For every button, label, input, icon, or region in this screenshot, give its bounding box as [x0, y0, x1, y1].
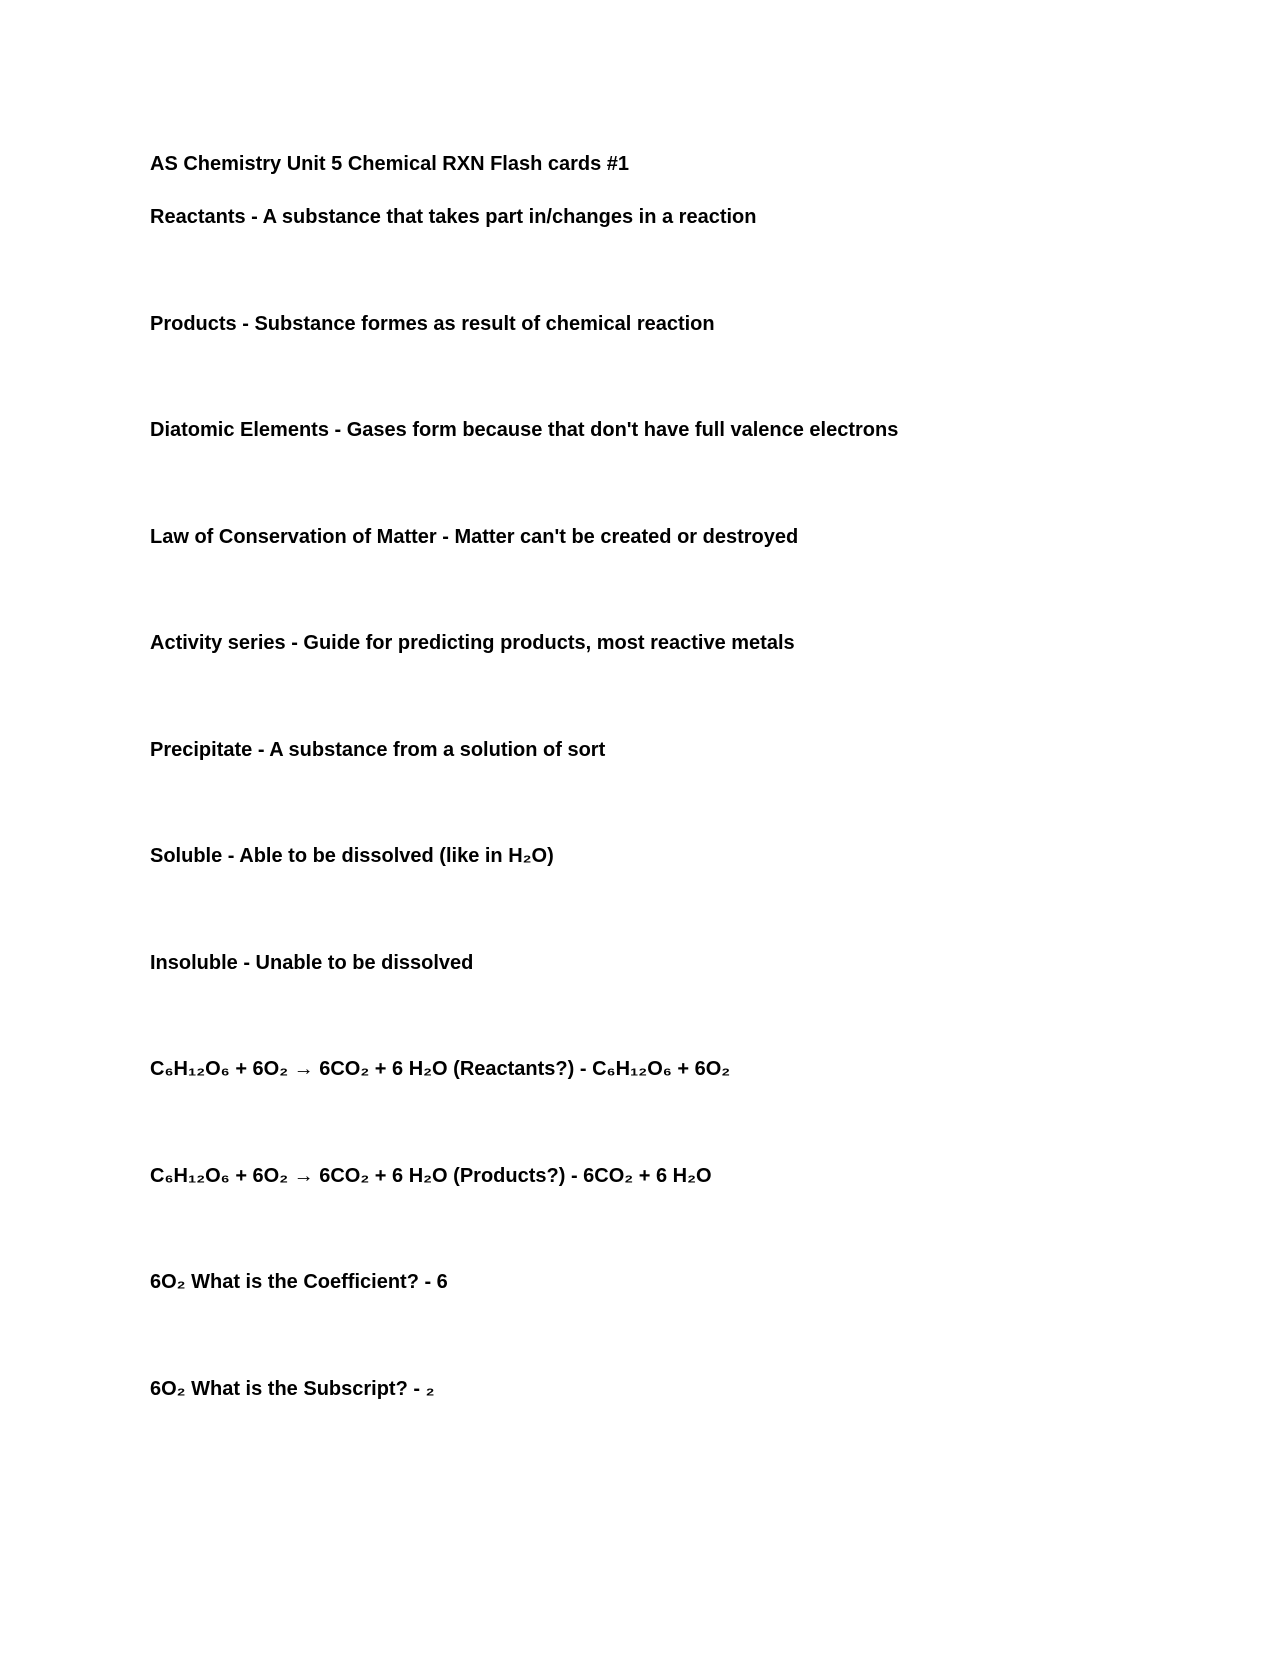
- flashcard-item: Reactants - A substance that takes part in/changes in a reaction: [150, 206, 757, 228]
- flashcard-item: 6O₂ What is the Subscript? - ₂: [150, 1377, 435, 1400]
- flashcard-item: C₆H₁₂O₆ + 6O₂ → 6CO₂ + 6 H₂O (Products?) - 6CO₂ + 6 H₂O: [150, 1164, 712, 1187]
- flashcard-item: Insoluble - Unable to be dissolved: [150, 951, 474, 974]
- flashcard-item: Diatomic Elements - Gases form because that don't have full valence electrons: [150, 419, 899, 441]
- flashcard-item: C₆H₁₂O₆ + 6O₂ → 6CO₂ + 6 H₂O (Reactants?) - C₆H₁₂O₆ + 6O₂: [150, 1058, 731, 1080]
- flashcard-item: Precipitate - A substance from a solution of sort: [150, 738, 606, 761]
- flashcard-item: Law of Conservation of Matter - Matter can't be created or destroyed: [150, 525, 799, 548]
- flashcard-item: Soluble - Able to be dissolved (like in H₂O): [150, 845, 554, 867]
- flashcard-list: [150, 203, 898, 1481]
- flashcard-item: Products - Substance formes as result of chemical reaction: [150, 312, 715, 335]
- document-title: AS Chemistry Unit 5 Chemical RXN Flash cards #1: [150, 153, 630, 175]
- flashcard-item: 6O₂ What is the Coefficient? - 6: [150, 1271, 448, 1293]
- flashcard-item: Activity series - Guide for predicting products, most reactive metals: [150, 632, 795, 654]
